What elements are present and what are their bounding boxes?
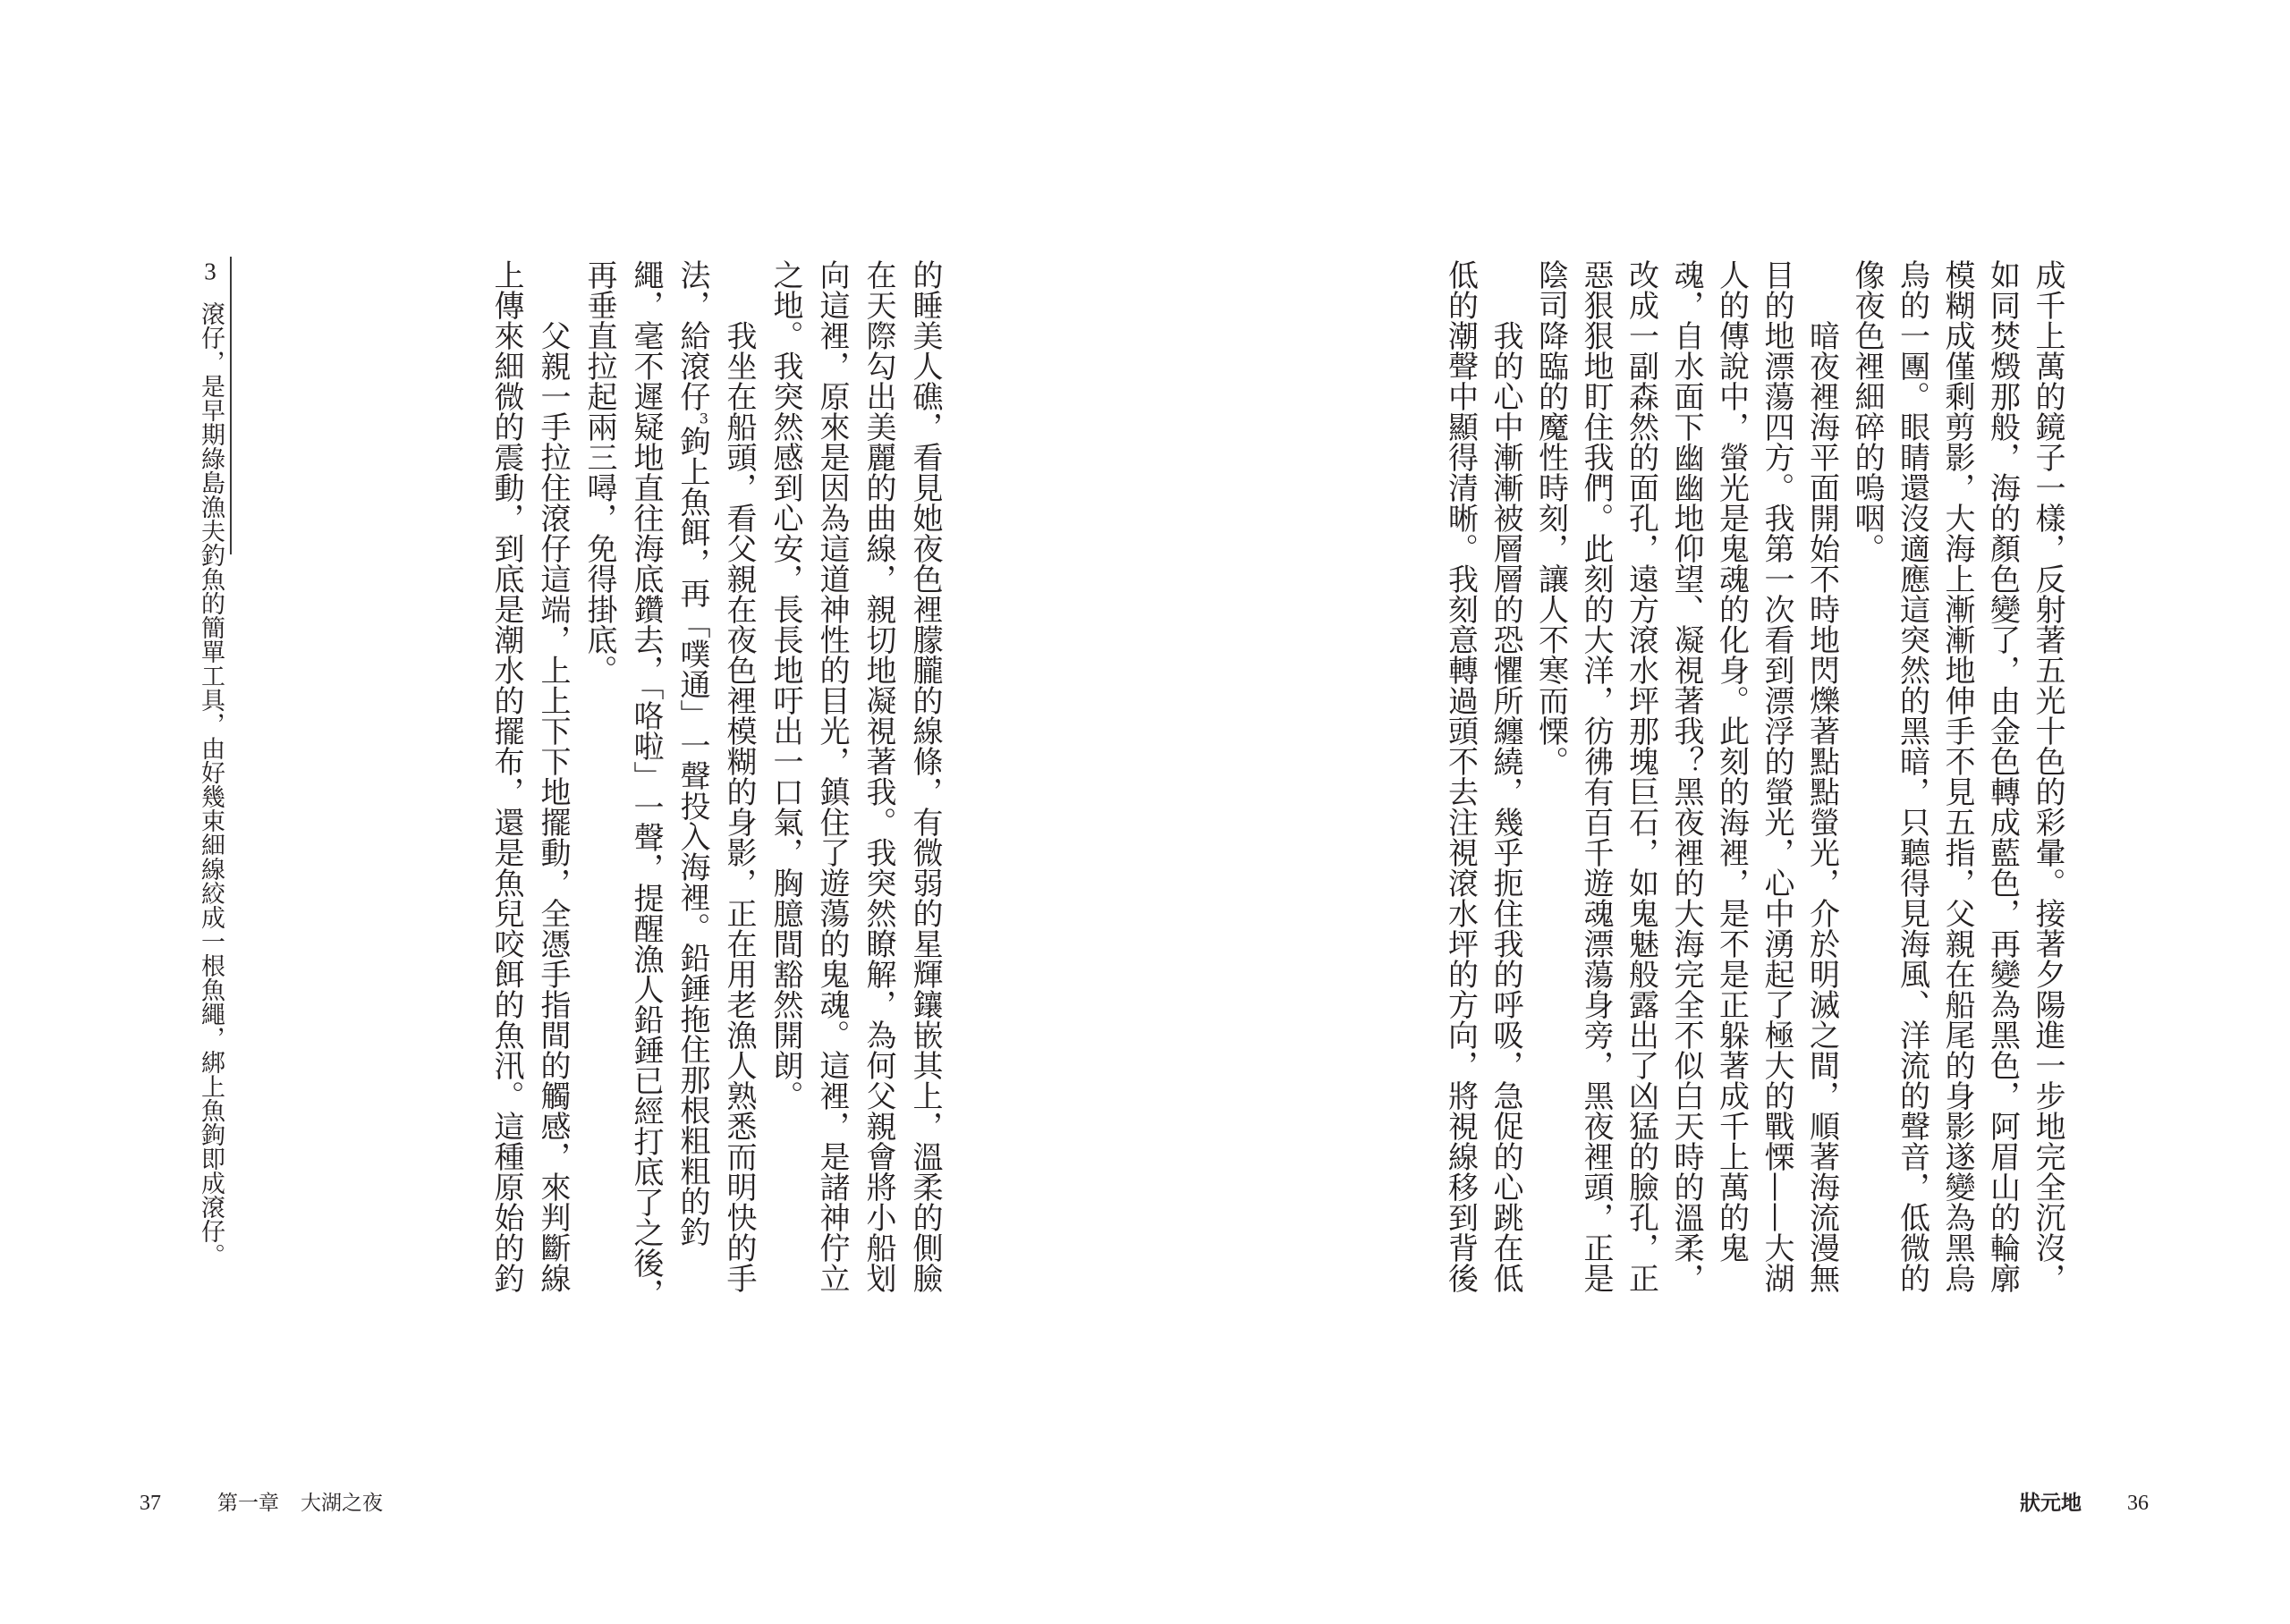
text-column: 之地。我突然感到心安，長長地吁出一口氣，胸臆間豁然開朗。 <box>768 259 803 1111</box>
footnote-reference: 3 <box>699 411 708 426</box>
text-column: 再垂直拉起兩三噚，免得掛底。 <box>581 259 617 685</box>
text-column: 烏的一團。眼睛還沒適應這突然的黑暗，只聽得見海風、洋流的聲音，低微的 <box>1894 259 1930 1293</box>
text-column: 如同焚燬那般，海的顏色變了，由金色轉成藍色，再變為黑色，阿眉山的輪廓 <box>1984 259 2021 1293</box>
text-column: 目的地漂蕩四方。我第一次看到漂浮的螢光，心中湧起了極大的戰慄——大湖 <box>1759 259 1794 1293</box>
footnote-number: 3 <box>204 259 216 283</box>
paragraph-start-column: 父親一手拉住滾仔這端，上上下下地擺動，全憑手指間的觸感，來判斷線 <box>535 320 571 1293</box>
footnote-text: 滾仔，是早期綠島漁夫釣魚的簡單工具，由好幾束細線絞成一根魚繩，綁上魚鉤即成滾仔。 <box>197 301 225 1267</box>
chapter-label: 第一章 <box>217 1492 279 1515</box>
text-column: 像夜色裡細碎的嗚咽。 <box>1849 259 1885 563</box>
text-column: 惡狠狠地盯住我們。此刻的大洋，彷彿有百千遊魂漂蕩身旁，黑夜裡頭，正是 <box>1578 259 1614 1293</box>
text-column: 魂，自水面下幽幽地仰望、凝視著我？黑夜裡的大海完全不似白天時的溫柔， <box>1668 259 1704 1293</box>
text-column: 的睡美人礁，看見她夜色裡朦朧的線條，有微弱的星輝鑲嵌其上，溫柔的側臉 <box>907 259 943 1293</box>
text-column: 陰司降臨的魔性時刻，讓人不寒而慄。 <box>1532 259 1569 776</box>
footnote-separator <box>230 257 232 554</box>
text-column: 向這裡，原來是因為這道神性的目光，鎮住了遊蕩的鬼魂。這裡，是諸神佇立 <box>814 259 850 1293</box>
text-column: 上傳來細微的震動，到底是潮水的擺布，還是魚兒咬餌的魚汛。這種原始的釣 <box>488 259 524 1293</box>
text-column: 繩，毫不遲疑地直往海底鑽去，「咯啦」一聲，提醒漁人鉛錘已經打底了之後， <box>628 259 664 1308</box>
paragraph-start-column: 暗夜裡海平面開始不時地閃爍著點點螢光，介於明滅之間，順著海流漫無 <box>1803 320 1840 1293</box>
text-column: 低的潮聲中顯得清晰。我刻意轉過頭不去注視滾水坪的方向，將視線移到背後 <box>1442 259 1479 1293</box>
right-page-number: 36 <box>2127 1492 2149 1515</box>
right-page-body <box>1438 259 2070 1332</box>
paragraph-start-column: 我坐在船頭，看父親在夜色裡模糊的身影，正在用老漁人熟悉而明快的手 <box>721 320 757 1293</box>
text-run: 法，給滾仔 <box>674 259 710 411</box>
text-run: 鉤上魚餌，再「噗通」一聲投入海裡。鉛錘拖住那根粗粗的釣 <box>674 426 710 1247</box>
paragraph-start-column: 我的心中漸漸被層層的恐懼所纏繞，幾乎扼住我的呼吸，急促的心跳在低 <box>1488 320 1523 1293</box>
text-column: 人的傳說中，螢光是鬼魂的化身。此刻的海裡，是不是正躲著成千上萬的鬼 <box>1713 259 1750 1263</box>
footnote-gap <box>210 283 211 301</box>
text-column: 模糊成僅剩剪影，大海上漸漸地伸手不見五指，父親在船尾的身影遂變為黑烏 <box>1939 259 1975 1293</box>
text-column: 成千上萬的鏡子一樣，反射著五光十色的彩暈。接著夕陽進一步地完全沉沒， <box>2030 259 2065 1293</box>
text-column: 在天際勾出美麗的曲線，親切地凝視著我。我突然瞭解，為何父親會將小船划 <box>861 259 896 1293</box>
text-column: 改成一副森然的面孔，遠方滾水坪那塊巨石，如鬼魅般露出了凶猛的臉孔，正 <box>1623 259 1659 1293</box>
text-column-with-note-ref <box>669 259 716 1332</box>
running-head-book-title: 狀元地 <box>2020 1492 2082 1515</box>
chapter-title: 大湖之夜 <box>301 1492 383 1515</box>
left-page-number: 37 <box>140 1492 161 1515</box>
footnote <box>192 259 228 1332</box>
left-page-body <box>483 259 948 1332</box>
